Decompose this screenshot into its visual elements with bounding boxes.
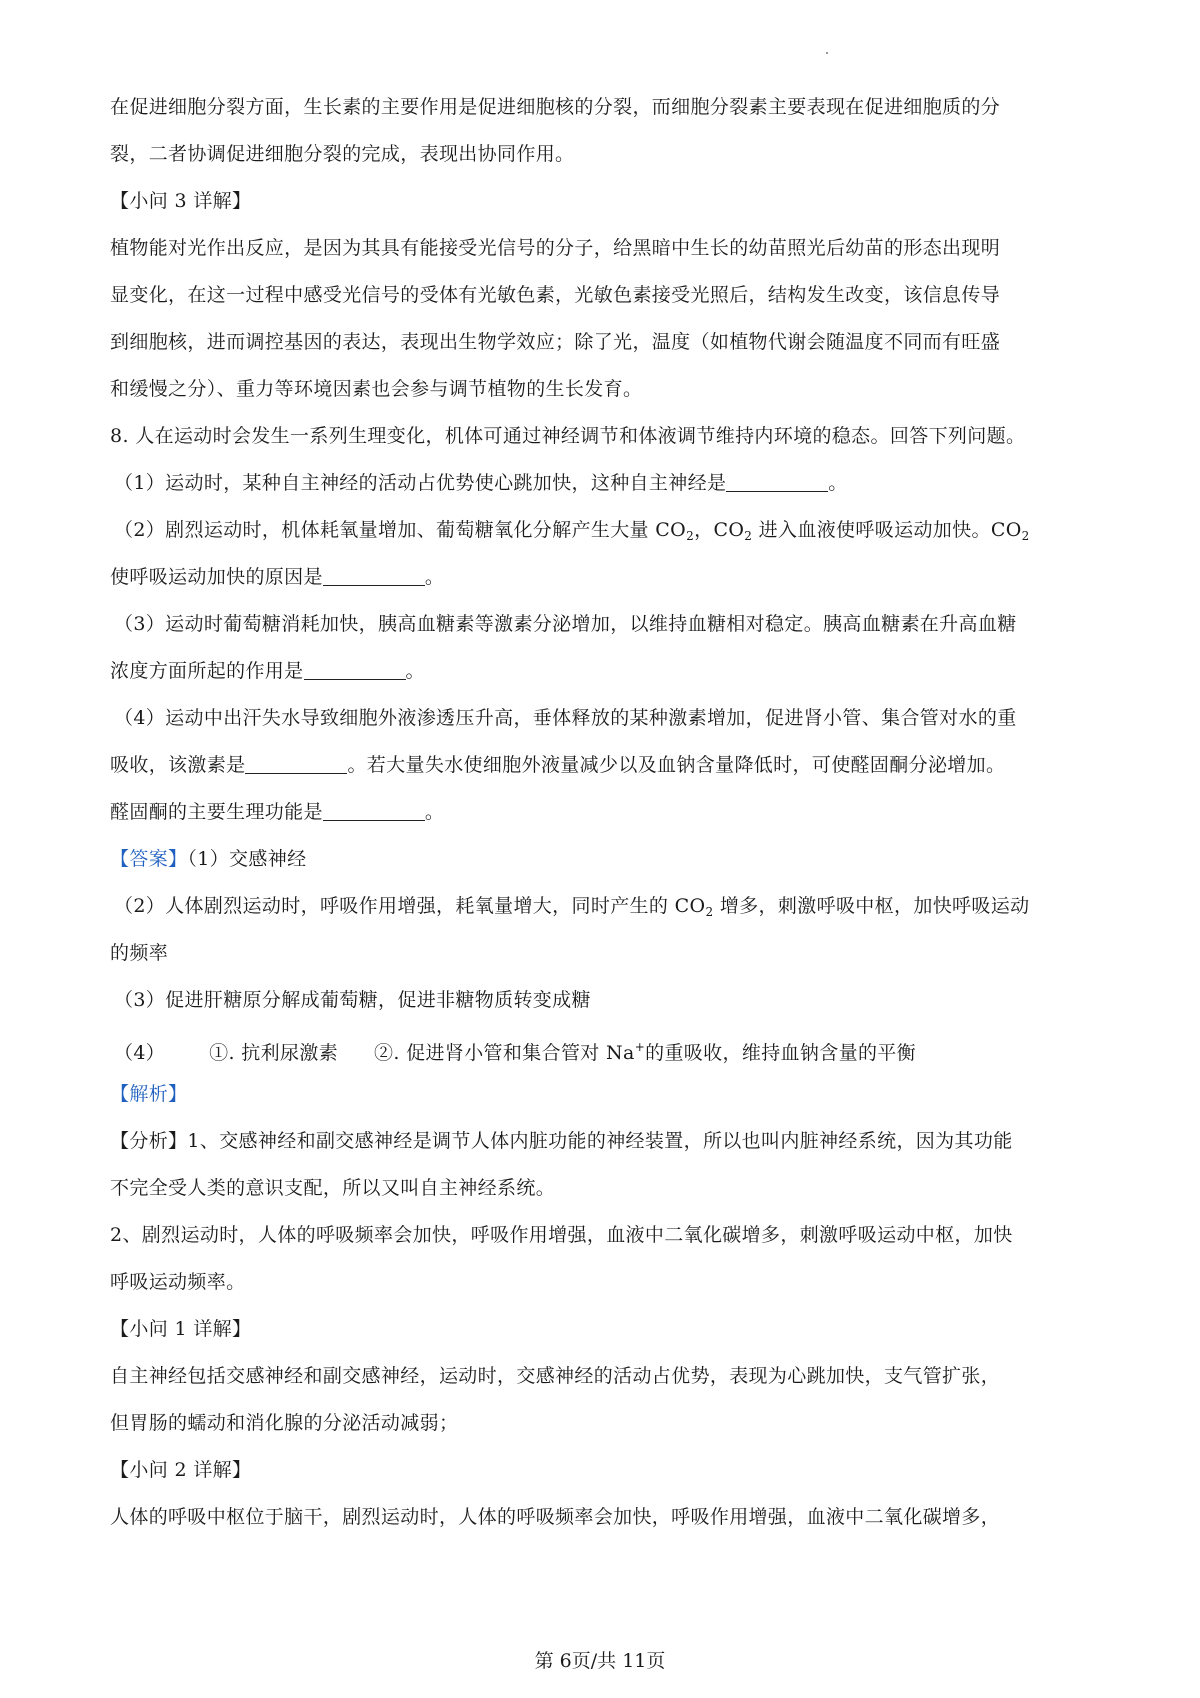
answer-line-2-cont: 的频率 [110, 942, 169, 964]
punct: 。 [828, 472, 848, 494]
section-heading: 【小问 2 详解】 [110, 1459, 252, 1481]
question-stem: 8. 人在运动时会发生一系列生理变化，机体可通过神经调节和体液调节维持内环境的稳态。回答下列问题。 [110, 425, 1026, 447]
subscript: 2 [686, 529, 695, 543]
question-part-1 [110, 468, 1110, 498]
text-line: 人体的呼吸中枢位于脑干，剧烈运动时，人体的呼吸频率会加快，呼吸作用增强，血液中二氧化碳增多， [110, 1506, 1001, 1528]
text-line: 在促进细胞分裂方面，生长素的主要作用是促进细胞核的分裂，而细胞分裂素主要表现在促进细胞质的分 [110, 96, 1001, 118]
question-part-4: （4）运动中出汗失水导致细胞外液渗透压升高，垂体释放的某种激素增加，促进肾小管、集合管对水的重 [114, 707, 1017, 729]
text-line: 和缓慢之分）、重力等环境因素也会参与调节植物的生长发育。 [110, 378, 643, 400]
answer-text: ①. 抗利尿激素 [209, 1042, 339, 1064]
punct: 。 [424, 566, 445, 588]
superscript: + [634, 1040, 646, 1054]
question-text: 使呼吸运动加快的原因是 [110, 566, 323, 588]
answer-label: 【答案】 [110, 848, 188, 870]
answer-text: 增多，刺激呼吸中枢，加快呼吸运动 [713, 895, 1030, 917]
page-footer: 第 6页/共 11页 [534, 1650, 666, 1672]
text-line: 裂，二者协调促进细胞分裂的完成，表现出协同作用。 [110, 143, 575, 165]
answer-text: 的重吸收，维持血钠含量的平衡 [645, 1042, 917, 1064]
question-text: 浓度方面所起的作用是 [110, 660, 304, 682]
answer-blank [304, 659, 406, 680]
scan-dot [826, 52, 828, 54]
subscript: 2 [744, 529, 753, 543]
question-part-3: （3）运动时葡萄糖消耗加快，胰高血糖素等激素分泌增加，以维持血糖相对稳定。胰高血糖素在升高血糖 [114, 613, 1017, 635]
text-line: 2、剧烈运动时，人体的呼吸频率会加快，呼吸作用增强，血液中二氧化碳增多，刺激呼吸运动中枢，加快 [110, 1224, 1013, 1246]
text-line: 但胃肠的蠕动和消化腺的分泌活动减弱； [110, 1412, 459, 1434]
question-text: （2）剧烈运动时，机体耗氧量增加、葡萄糖氧化分解产生大量 CO [114, 519, 687, 541]
punct: 。 [424, 801, 445, 823]
question-text: ，CO [694, 519, 745, 541]
page-content [110, 92, 1110, 1549]
text-line: 显变化，在这一过程中感受光信号的受体有光敏色素，光敏色素接受光照后，结构发生改变，该信息传导 [110, 284, 1001, 306]
text-line: 自主神经包括交感神经和副交感神经，运动时，交感神经的活动占优势，表现为心跳加快，支气管扩张， [110, 1365, 1001, 1387]
subscript: 2 [705, 905, 714, 919]
answer-line-3: （3）促进肝糖原分解成葡萄糖，促进非糖物质转变成糖 [114, 989, 591, 1011]
answer-line-2 [110, 891, 1110, 921]
analysis-label: 【解析】 [110, 1083, 188, 1105]
question-text: 吸收，该激素是 [110, 754, 246, 776]
answer-text: ②. 促进肾小管和集合管对 Na [374, 1042, 635, 1064]
answer-blank [323, 565, 425, 586]
text-line: 植物能对光作出反应，是因为其具有能接受光信号的分子，给黑暗中生长的幼苗照光后幼苗的形态出现明 [110, 237, 1001, 259]
answer-blank [323, 800, 425, 821]
answer-blank [245, 753, 347, 774]
question-part-2 [110, 515, 1110, 545]
question-part-4-cont [110, 750, 1110, 780]
punct: 。 [405, 660, 425, 682]
text-line: 【分析】1、交感神经和副交感神经是调节人体内脏功能的神经装置，所以也叫内脏神经系统，因为其功能 [110, 1130, 1013, 1152]
answer-line-4 [110, 1032, 1110, 1062]
answer-line-1 [110, 844, 1110, 874]
text-line: 到细胞核，进而调控基因的表达，表现出生物学效应；除了光，温度（如植物代谢会随温度不同而有旺盛 [110, 331, 1001, 353]
section-heading: 【小问 1 详解】 [110, 1318, 252, 1340]
question-part-3-cont [110, 656, 1110, 686]
answer-text: （4） [114, 1042, 166, 1064]
question-text: （1）运动时，某种自主神经的活动占优势使心跳加快，这种自主神经是 [114, 472, 727, 494]
text-line: 不完全受人类的意识支配，所以又叫自主神经系统。 [110, 1177, 556, 1199]
answer-blank [726, 471, 828, 492]
subscript: 2 [1021, 529, 1030, 543]
section-heading: 【小问 3 详解】 [110, 190, 252, 212]
answer-text: （1）交感神经 [187, 848, 307, 870]
question-text: 进入血液使呼吸运动加快。CO [752, 519, 1022, 541]
question-part-4-cont2 [110, 797, 1110, 827]
question-text: 醛固酮的主要生理功能是 [110, 801, 323, 823]
question-text: 。若大量失水使细胞外液量减少以及血钠含量降低时，可使醛固酮分泌增加。 [347, 754, 1006, 776]
answer-text: （2）人体剧烈运动时，呼吸作用增强，耗氧量增大，同时产生的 CO [114, 895, 706, 917]
text-line: 呼吸运动频率。 [110, 1271, 246, 1293]
question-part-2-cont [110, 562, 1110, 592]
